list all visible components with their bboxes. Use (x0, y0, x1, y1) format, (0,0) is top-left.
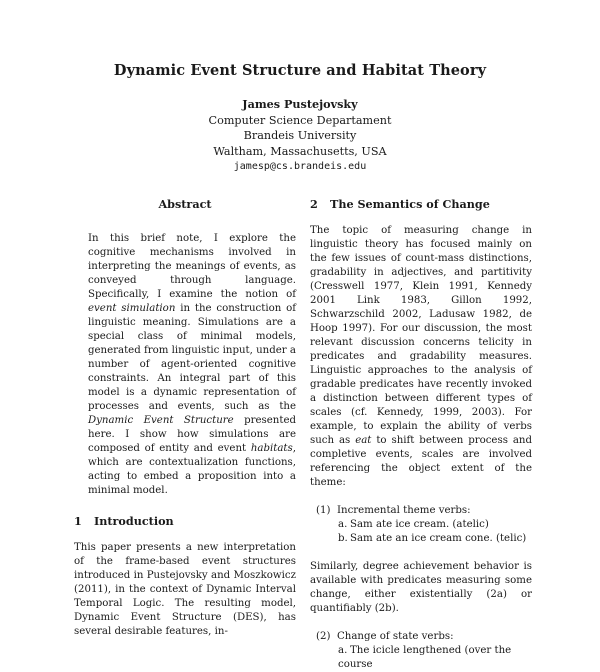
author-name: James Pustejovsky (242, 97, 358, 111)
section-title: Introduction (94, 514, 174, 528)
section2-paragraph-2: Similarly, degree achievement behavior is available with predicates measuring some change, either existentially (2a) or quantifiably (2b). (310, 561, 532, 614)
author-email: jamesp@cs.brandeis.edu (233, 161, 367, 172)
intro-heading (74, 514, 296, 528)
abstract-heading: Abstract (158, 197, 212, 211)
author-block (0, 97, 600, 175)
example-head: (1) Incremental theme verbs: (316, 505, 471, 516)
right-column (310, 197, 532, 672)
example-item: a. The icicle lengthened (over the course (338, 645, 512, 670)
affiliation-line: Computer Science Departament (208, 113, 392, 127)
paper-title: Dynamic Event Structure and Habitat Theory (113, 62, 487, 79)
section-number: 1 (74, 514, 82, 528)
abstract-text: In this brief note, I explore the cognitive mechanisms involved in interpreting the meanings of events, as conveyed through language. Specifically, I examine the notion of event simulation in the construction of linguistic meaning. Simulations are a special class of minimal models, generated from linguistic input, under a number of agent-oriented cognitive constraints. An integral part of this model is a dynamic representation of processes and events, such as the Dynamic Event Structure presented here. I show how simulations are composed of entity and event habitats, which are contextualization functions, acting to embed a proposition into a minimal model. (88, 233, 296, 496)
example-2 (310, 630, 532, 672)
example-item: b. Sam ate an ice cream cone. (telic) (338, 533, 527, 544)
affiliation-line: Waltham, Massachusetts, USA (213, 144, 387, 158)
example-head: (2) Change of state verbs: (316, 631, 454, 642)
section-title: The Semantics of Change (330, 197, 490, 211)
affiliation-line: Brandeis University (243, 129, 357, 142)
section2-paragraph-1: The topic of measuring change in linguistic theory has focused mainly on the few issues of count-mass distinctions, gradability in adjectives, and partitivity (Cresswell 1977, Klein 1991, Kennedy 2001 Link 1983, Gillon 1992, Schwarzschild 2002, Ladusaw 1982, de Hoop 1997). For our discussion, the most relevant discussion concerns telicity in predicates and gradability measures. Linguistic approaches to the analysis of gradable predicates have recently invoked a distinction between different types of scales (cf. Kennedy, 1999, 2003). For example, to explain the ability of verbs such as eat to shift between process and completive events, scales are involved referencing the object extent of the theme: (310, 225, 532, 488)
example-1 (310, 504, 532, 546)
section2-heading (310, 197, 532, 211)
example-item: a. Sam ate ice cream. (atelic) (338, 519, 489, 530)
section-number: 2 (310, 197, 318, 211)
intro-paragraph: This paper presents a new interpretation of the frame-based event structures introduced in Pustejovsky and Moszkowicz (2011), in the context of Dynamic Interval Temporal Logic. The resulting model, Dynamic Event Structure (DES), has several desirable features, in- (74, 542, 296, 637)
left-column (74, 197, 296, 639)
